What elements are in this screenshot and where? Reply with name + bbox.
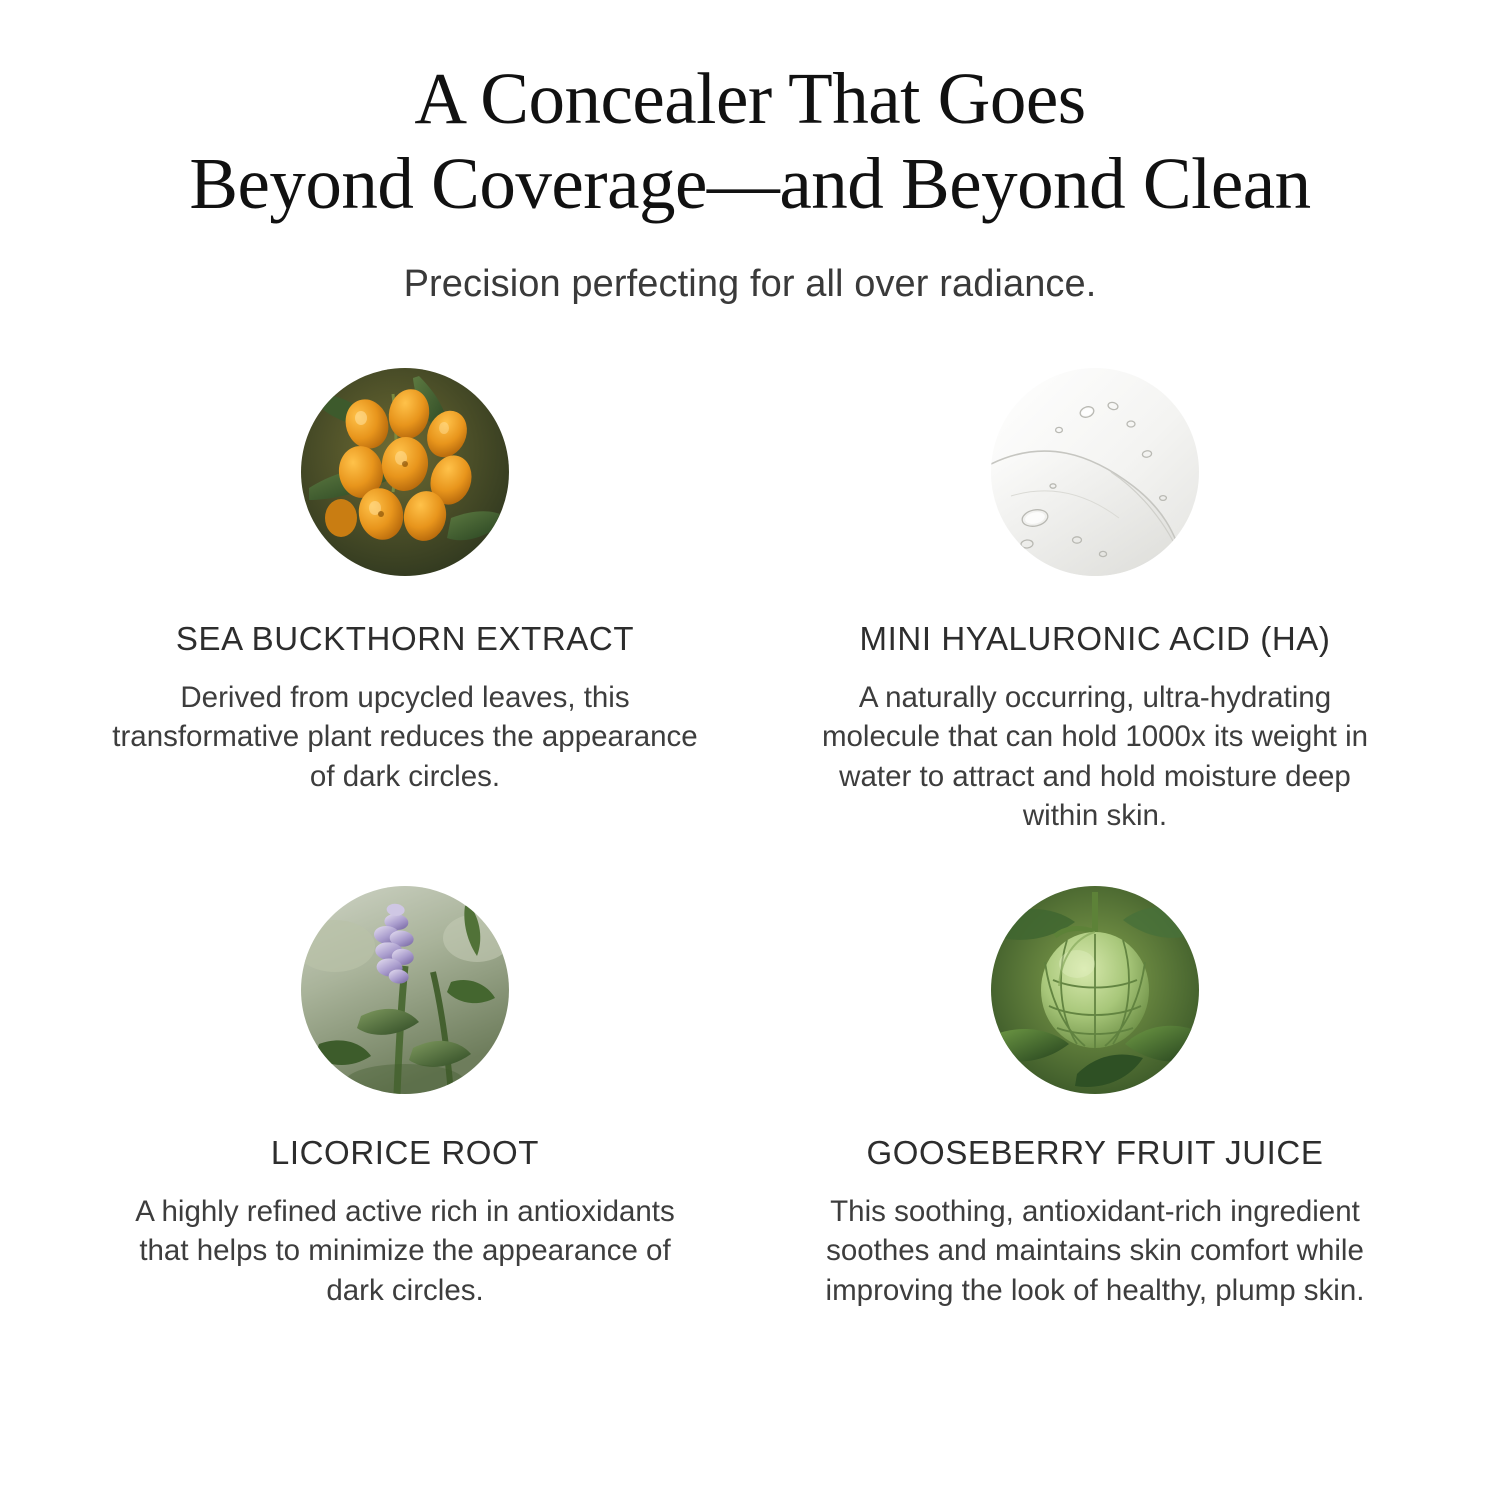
ingredient-card-gooseberry — [750, 886, 1440, 1311]
ingredient-card-licorice-root — [60, 886, 750, 1311]
gooseberry-fruit-photo — [991, 886, 1199, 1094]
ingredient-title: MINI HYALURONIC ACID (HA) — [859, 619, 1331, 657]
ingredient-description: A naturally occurring, ultra-hydrating molecule that can hold 1000x its weight in water to attract and hold moisture deep within skin. — [821, 680, 1369, 833]
hyaluronic-acid-gel-texture-photo — [991, 368, 1199, 576]
ingredient-title: GOOSEBERRY FRUIT JUICE — [866, 1133, 1324, 1171]
licorice-root-flower-photo — [301, 886, 509, 1094]
page-title-line-1: A Concealer That Goes — [414, 58, 1086, 139]
sea-buckthorn-berries-photo — [301, 368, 509, 576]
ingredient-description: Derived from upcycled leaves, this transformative plant reduces the appearance of dark circles. — [112, 680, 698, 793]
page-title-line-2: Beyond Coverage—and Beyond Clean — [189, 143, 1311, 225]
ingredient-card-sea-buckthorn — [60, 368, 750, 836]
page-title — [0, 0, 1500, 227]
ingredient-title: SEA BUCKTHORN EXTRACT — [175, 619, 635, 657]
ingredient-title: LICORICE ROOT — [270, 1133, 540, 1171]
ingredient-card-hyaluronic-acid — [750, 368, 1440, 836]
page-subtitle: Precision perfecting for all over radiance. — [403, 262, 1097, 305]
ingredient-description: A highly refined active rich in antioxidants that helps to minimize the appearance of dark circles. — [135, 1194, 675, 1307]
ingredient-description: This soothing, antioxidant-rich ingredient soothes and maintains skin comfort while improving the look of healthy, plump skin. — [825, 1194, 1365, 1307]
ingredient-grid — [0, 368, 1500, 1311]
